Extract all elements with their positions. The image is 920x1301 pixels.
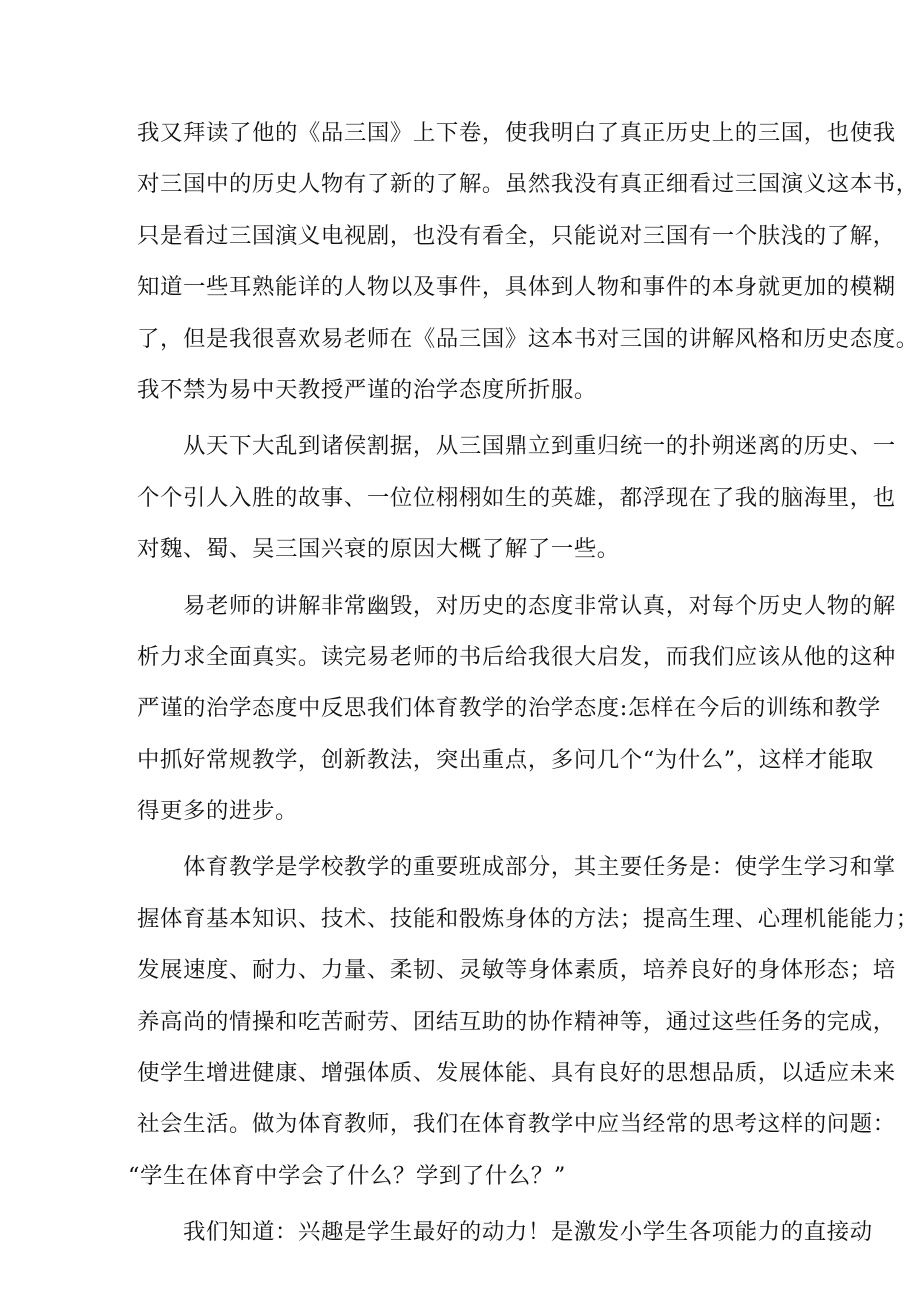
paragraph-line: 握体育基本知识、技术、技能和骰炼身体的方法；提高生理、心理机能能力；	[137, 905, 919, 932]
paragraph-line: 对三国中的历史人物有了新的了解。虽然我没有真正细看过三国演义这本书，	[137, 171, 919, 198]
paragraph-line: 知道一些耳熟能详的人物以及事件，具体到人物和事件的本身就更加的模糊	[137, 274, 896, 301]
paragraph-line: 发展速度、耐力、力量、柔韧、灵敏等身体素质，培养良好的身体形态；培	[137, 957, 896, 984]
paragraph-line: 社会生活。做为体育教师，我们在体育教学中应当经常的思考这样的问题：	[137, 1111, 896, 1138]
paragraph-line: 析力求全面真实。读完易老师的书后给我很大启发，而我们应该从他的这种	[137, 643, 896, 670]
paragraph-line: 我不禁为易中天教授严谨的治学态度所折服。	[137, 376, 597, 403]
paragraph-line: “学生在体育中学会了什么？学到了什么？”	[128, 1162, 566, 1189]
paragraph-line: 严谨的治学态度中反思我们体育教学的治学态度:怎样在今后的训练和教学	[137, 695, 881, 722]
paragraph-line: 易老师的讲解非常幽毁，对历史的态度非常认真，对每个历史人物的解	[183, 592, 896, 619]
paragraph	[137, 427, 896, 581]
paragraph-line: 从天下大乱到诸侯割据，从三国鼎立到重归统一的扑朔迷离的历史、一	[183, 433, 896, 460]
paragraph-line: 养高尚的情操和吃苦耐劳、团结互助的协作精神等，通过这些任务的完成，	[137, 1008, 896, 1035]
paragraph-line: 只是看过三国演义电视剧，也没有看全，只能说对三国有一个肤浅的了解，	[137, 222, 896, 249]
paragraph-line: 对魏、蜀、吴三国兴衰的原因大概了解了一些。	[137, 536, 620, 563]
paragraph-line: 得更多的进步。	[137, 798, 298, 825]
paragraph	[137, 1213, 873, 1264]
paragraph	[128, 848, 919, 1208]
paragraph	[137, 114, 919, 422]
paragraph-line: 使学生增进健康、增强体质、发展体能、具有良好的思想品质，以适应未来	[137, 1060, 896, 1087]
paragraph-line: 了，但是我很喜欢易老师在《品三国》这本书对三国的讲解风格和历史态度。	[137, 325, 919, 352]
paragraph-line: 个个引人入胜的故事、一位位栩栩如生的英雄，都浮现在了我的脑海里，也	[137, 484, 896, 511]
paragraph-line: 中抓好常规教学，创新教法，突出重点，多问几个“为什么”，这样才能取	[137, 746, 874, 773]
paragraph-line: 我又拜读了他的《品三国》上下卷，使我明白了真正历史上的三国，也使我	[137, 120, 896, 146]
document-body	[128, 114, 919, 1265]
paragraph-line: 我们知道：兴趣是学生最好的动力！是激发小学生各项能力的直接动	[183, 1219, 873, 1246]
paragraph-line: 体育教学是学校教学的重要班成部分，其主要任务是：使学生学习和掌	[183, 854, 896, 881]
paragraph	[137, 587, 896, 844]
